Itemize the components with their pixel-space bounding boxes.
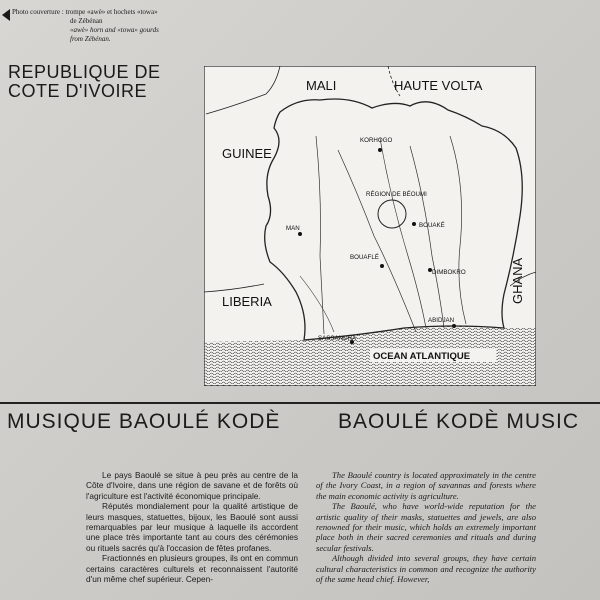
country-line: REPUBLIQUE DE [8, 62, 161, 82]
country-outline [265, 99, 523, 340]
label-mali: MALI [306, 78, 337, 93]
label-abidjan: ABIDJAN [428, 317, 455, 324]
text-column-french [86, 470, 298, 584]
text-column-english [316, 470, 536, 584]
paragraph: Réputés mondialement pour la qualité artistique de leurs masques, statuettes, bijoux, les Baoulé sont aussi remarquables par leur musique à laquelle ils accordent une place très importante tant au cours des cérémonies ou rituels sacrés qu'à l'occasion de fêtes profanes. [86, 501, 298, 553]
paragraph: The Baoulé country is located approximately in the centre of the Ivory Coast, in a region of savannas and forests where the main economic activity is agriculture. [316, 470, 536, 501]
city-dot [378, 148, 382, 152]
photo-caption [12, 8, 202, 44]
title-english: BAOULÉ KODÈ MUSIC [338, 410, 580, 433]
label-korhogo: KORHOGO [360, 137, 393, 144]
triangle-pointer-icon [2, 9, 10, 21]
city-dot [298, 232, 302, 236]
city-dot [380, 264, 384, 268]
paragraph: Fractionnés en plusieurs groupes, ils ont en commun certains caractères culturels et reconnaissent l'autorité d'un même chef supérieur. Cepen- [86, 553, 298, 585]
title-french: MUSIQUE BAOULÉ KODÈ [7, 410, 281, 433]
caption-line: de Zébénan [70, 17, 103, 25]
label-haute-volta: HAUTE VOLTA [394, 78, 483, 93]
country-heading [8, 63, 161, 101]
paragraph: The Baoulé, who have world-wide reputation for the artistic quality of their masks, statuettes and jewels, are also renowned for their music, which holds an extremely important place both in their sacred ceremonies and rituals and during secular festivals. [316, 501, 536, 553]
country-line: COTE D'IVOIRE [8, 81, 147, 101]
label-sassandra: SASSANDRA [318, 335, 357, 342]
label-guinee: GUINEE [222, 146, 272, 161]
label-bouafle: BOUAFLÉ [350, 254, 379, 261]
label-ocean: OCEAN ATLANTIQUE [373, 351, 471, 362]
ivory-coast-map [204, 66, 536, 386]
caption-line: from Zébénan. [70, 35, 111, 43]
caption-line: «awè» horn and «towa» gourds [70, 26, 159, 34]
label-ghana: GHANA [510, 257, 525, 304]
paragraph: Although divided into several groups, they have certain cultural characteristics in common and recognize the authority of the same head chief. However, [316, 553, 536, 585]
paragraph: Le pays Baoulé se situe à peu près au centre de la Côte d'Ivoire, dans une région de savane et de forêts où l'agriculture est l'activité économique principale. [86, 470, 298, 501]
divider-rule [0, 402, 600, 404]
label-man: MAN [286, 225, 300, 232]
city-dot [412, 222, 416, 226]
city-dot [452, 324, 456, 328]
label-liberia: LIBERIA [222, 294, 272, 309]
caption-line: Photo couverture : trompe «awè» et hochets «towa» [12, 8, 158, 16]
label-region: RÉGION DE BÉOUMI [366, 191, 427, 198]
label-dimbokro: DIMBOKRO [432, 269, 466, 276]
label-bouake: BOUAKÉ [419, 222, 445, 229]
